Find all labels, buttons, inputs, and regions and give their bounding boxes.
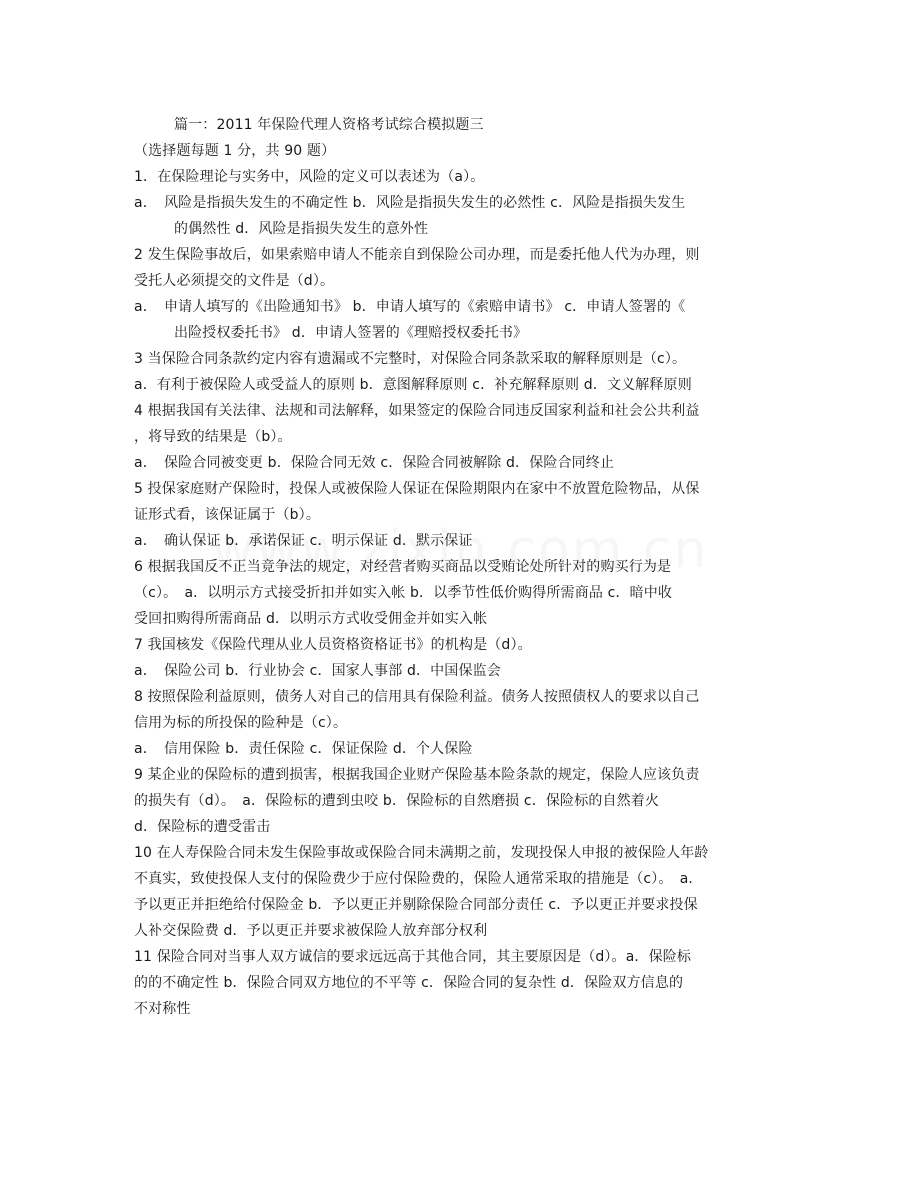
document-page xyxy=(134,112,786,1022)
question-5-cont: 证形式看，该保证属于（b）。 xyxy=(134,507,320,523)
question-1-options: a． 风险是指损失发生的不确定性 b．风险是指损失发生的必然性 c．风险是指损失发生 xyxy=(134,195,686,211)
question-4-cont: ，将导致的结果是（b）。 xyxy=(134,429,292,445)
question-11-cont-2: 不对称性 xyxy=(134,1001,191,1017)
question-5: 5 投保家庭财产保险时，投保人或被保险人保证在保险期限内在家中不放置危险物品，从保 xyxy=(134,481,700,497)
question-3-options: a．有利于被保险人或受益人的原则 b．意图解释原则 c．补充解释原则 d．文义解释原则 xyxy=(134,377,692,393)
question-4: 4 根据我国有关法律、法规和司法解释，如果签定的保险合同违反国家利益和社会公共利益 xyxy=(134,403,700,419)
question-11-cont: 的的不确定性 b．保险合同双方地位的不平等 c．保险合同的复杂性 d．保险双方信息的 xyxy=(134,975,684,991)
question-9-cont: 的损失有（d）。 a．保险标的遭到虫咬 b．保险标的自然磨损 c．保险标的自然着火 xyxy=(134,793,660,809)
question-10-cont: 不真实，致使投保人支付的保险费少于应付保险费的，保险人通常采取的措施是（c）。 a． xyxy=(134,871,703,887)
question-10-cont-3: 人补交保险费 d．予以更正并要求被保险人放弃部分权利 xyxy=(134,923,488,939)
question-5-options: a． 确认保证 b．承诺保证 c．明示保证 d．默示保证 xyxy=(134,533,473,549)
question-4-options: a． 保险合同被变更 b．保险合同无效 c．保险合同被解除 d．保险合同终止 xyxy=(134,455,615,471)
question-6-cont-2: 受回扣购得所需商品 d．以明示方式收受佣金并如实入帐 xyxy=(134,611,488,627)
question-9: 9 某企业的保险标的遭到损害，根据我国企业财产保险基本险条款的规定，保险人应该负责 xyxy=(134,767,700,783)
document-title: 篇一：2011 年保险代理人资格考试综合模拟题三 xyxy=(174,117,484,133)
question-2-cont: 受托人必须提交的文件是（d）。 xyxy=(134,273,335,289)
question-8: 8 按照保险利益原则，债务人对自己的信用具有保险利益。债务人按照债权人的要求以自己 xyxy=(134,689,700,705)
question-8-options: a． 信用保险 b．责任保险 c．保证保险 d．个人保险 xyxy=(134,741,473,757)
question-7-options: a． 保险公司 b．行业协会 c．国家人事部 d．中国保监会 xyxy=(134,663,501,679)
question-2-options-cont: 出险授权委托书》 d．申请人签署的《理赔授权委托书》 xyxy=(174,325,528,341)
exam-instructions: （选择题每题 1 分，共 90 题） xyxy=(134,143,336,159)
question-10-cont-2: 予以更正并拒绝给付保险金 b．予以更正并剔除保险合同部分责任 c．予以更正并要求投保 xyxy=(134,897,698,913)
question-1: 1．在保险理论与实务中，风险的定义可以表述为（a）。 xyxy=(134,169,485,185)
question-1-options-cont: 的偶然性 d．风险是指损失发生的意外性 xyxy=(174,221,429,237)
question-6-cont: （c）。 a．以明示方式接受折扣并如实入帐 b．以季节性低价购得所需商品 c．暗中收 xyxy=(134,585,673,601)
question-2-options: a． 申请人填写的《出险通知书》 b．申请人填写的《索赔申请书》 c．申请人签署的《 xyxy=(134,299,686,315)
question-2: 2 发生保险事故后，如果索赔申请人不能亲自到保险公司办理，而是委托他人代为办理，则 xyxy=(134,247,700,263)
question-3: 3 当保险合同条款约定内容有遗漏或不完整时，对保险合同条款采取的解释原则是（c）。 xyxy=(134,351,687,367)
question-11: 11 保险合同对当事人双方诚信的要求远远高于其他合同，其主要原因是（d）。a．保险标 xyxy=(134,949,692,965)
question-8-cont: 信用为标的所投保的险种是（c）。 xyxy=(134,715,348,731)
question-10: 10 在人寿保险合同未发生保险事故或保险合同未满期之前，发现投保人申报的被保险人年龄 xyxy=(134,845,709,861)
question-7: 7 我国核发《保险代理从业人员资格资格证书》的机构是（d）。 xyxy=(134,637,532,653)
question-6: 6 根据我国反不正当竞争法的规定，对经营者购买商品以受贿论处所针对的购买行为是 xyxy=(134,559,672,575)
question-9-cont-2: d．保险标的遭受雷击 xyxy=(134,819,271,835)
